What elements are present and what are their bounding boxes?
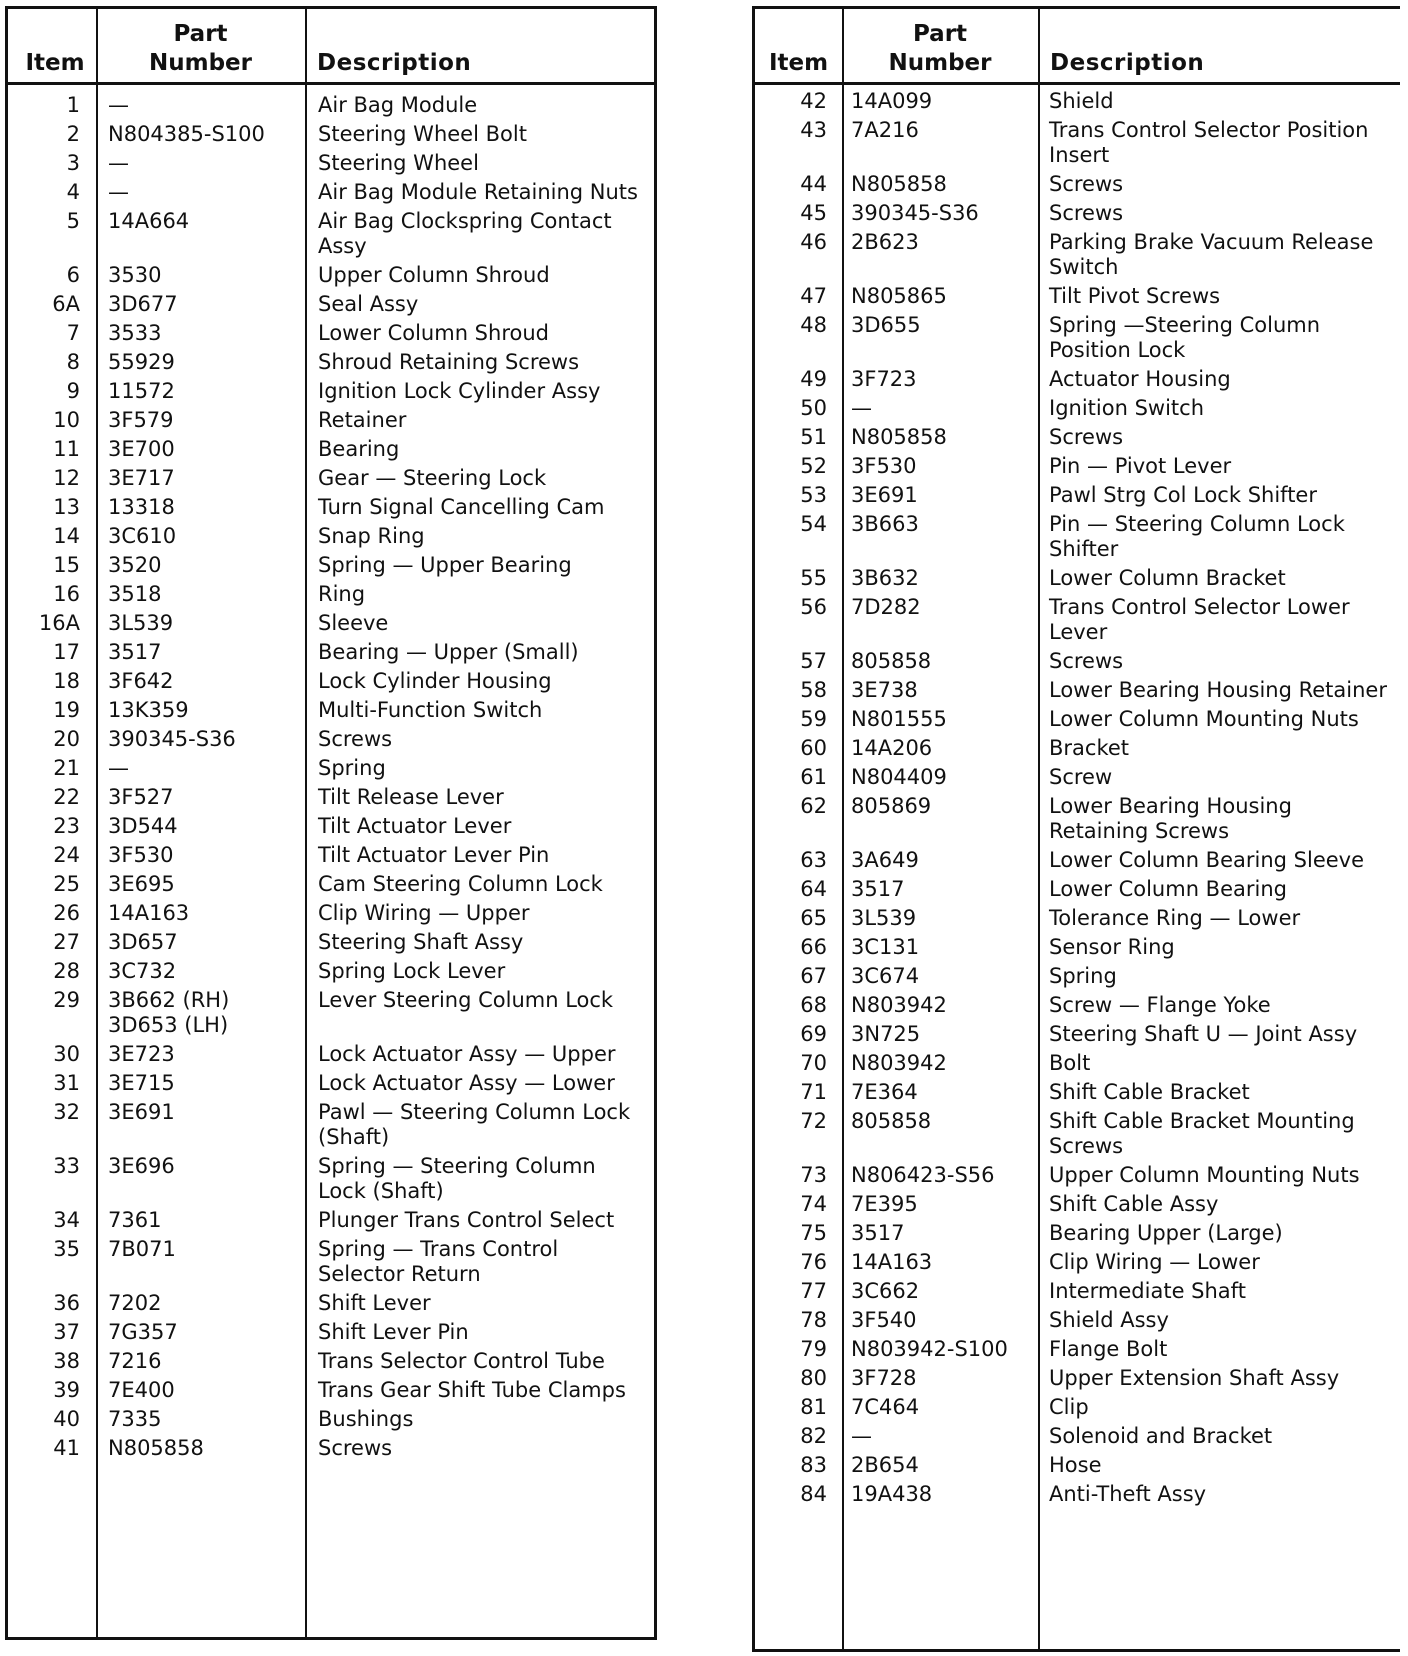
part-description: Trans Selector Control Tube: [318, 1349, 605, 1373]
part-number: N803942: [851, 993, 947, 1017]
part-description: Spring: [318, 756, 386, 780]
item-number: 55: [800, 566, 827, 590]
part-number: 3A649: [851, 848, 919, 872]
part-number: 3E723: [108, 1042, 175, 1066]
part-number: 3530: [108, 263, 162, 287]
header-part-number: [96, 20, 305, 78]
part-number: N804409: [851, 765, 947, 789]
part-number: N805858: [851, 172, 947, 196]
part-description: Hose: [1049, 1453, 1102, 1477]
item-number: 8: [66, 350, 80, 374]
part-number: 3E695: [108, 872, 175, 896]
item-number: 3: [66, 151, 80, 175]
part-description: Flange Bolt: [1049, 1337, 1168, 1361]
part-description: Screw: [1049, 765, 1113, 789]
part-number: 7D282: [851, 595, 921, 619]
part-description: Clip Wiring — Lower: [1049, 1250, 1260, 1274]
part-description: Bracket: [1049, 736, 1130, 760]
part-number: —: [851, 1424, 872, 1448]
part-description: Upper Column Shroud: [318, 263, 550, 287]
header-description: Description: [317, 50, 472, 76]
item-number: 1: [66, 93, 80, 117]
item-number: 80: [800, 1366, 827, 1390]
part-number: 3F527: [108, 785, 174, 809]
item-number: 38: [53, 1349, 80, 1373]
item-number: 27: [53, 930, 80, 954]
part-description: Spring — Trans Control Selector Return: [318, 1237, 559, 1286]
part-description: Shift Lever: [318, 1291, 431, 1315]
part-number: 3C732: [108, 959, 177, 983]
part-description: Lock Cylinder Housing: [318, 669, 552, 693]
part-description: Spring —Steering Column Position Lock: [1049, 313, 1321, 362]
part-number: N806423-S56: [851, 1163, 995, 1187]
item-number: 84: [800, 1482, 827, 1506]
item-number: 79: [800, 1337, 827, 1361]
part-description: Bearing: [318, 437, 400, 461]
item-number: 6: [66, 263, 80, 287]
part-description: Spring — Upper Bearing: [318, 553, 572, 577]
item-number: 82: [800, 1424, 827, 1448]
column-divider: [96, 9, 98, 1637]
part-description: Lower Column Bearing Sleeve: [1049, 848, 1365, 872]
part-number: 14A664: [108, 209, 190, 233]
part-description: Actuator Housing: [1049, 367, 1231, 391]
part-description: Spring — Steering Column Lock (Shaft): [318, 1154, 596, 1203]
item-number: 62: [800, 794, 827, 818]
part-number: 3D655: [851, 313, 921, 337]
item-number: 6A: [52, 292, 80, 316]
item-number: 16A: [38, 611, 80, 635]
column-divider: [842, 9, 844, 1649]
part-number: 7G357: [108, 1320, 178, 1344]
part-description: Lower Bearing Housing Retainer: [1049, 678, 1387, 702]
part-number: 3D657: [108, 930, 178, 954]
part-number: 14A163: [108, 901, 190, 925]
item-number: 76: [800, 1250, 827, 1274]
part-description: Lower Column Bearing: [1049, 877, 1287, 901]
part-number: 3F579: [108, 408, 174, 432]
item-number: 78: [800, 1308, 827, 1332]
part-description: Screws: [1049, 172, 1124, 196]
part-number: 805869: [851, 794, 932, 818]
part-description: Steering Wheel: [318, 151, 479, 175]
item-number: 30: [53, 1042, 80, 1066]
part-number: —: [108, 151, 129, 175]
part-number: 55929: [108, 350, 175, 374]
part-description: Shield Assy: [1049, 1308, 1169, 1332]
part-description: Pin — Pivot Lever: [1049, 454, 1232, 478]
part-number: 3F642: [108, 669, 174, 693]
item-number: 41: [53, 1436, 80, 1460]
header-part-line2: Number: [149, 50, 252, 76]
item-number: 75: [800, 1221, 827, 1245]
header-part-number: [842, 20, 1038, 78]
item-number: 54: [800, 512, 827, 536]
part-description: Air Bag Clockspring Contact Assy: [318, 209, 612, 258]
part-number: 13318: [108, 495, 175, 519]
part-number: 3520: [108, 553, 162, 577]
part-number: 3F530: [851, 454, 917, 478]
part-description: Ignition Switch: [1049, 396, 1204, 420]
part-description: Screws: [1049, 649, 1124, 673]
part-number: 3F728: [851, 1366, 917, 1390]
item-number: 7: [66, 321, 80, 345]
part-number: N801555: [851, 707, 947, 731]
part-description: Seal Assy: [318, 292, 419, 316]
part-number: —: [851, 396, 872, 420]
part-number: 3E700: [108, 437, 175, 461]
part-number: 3N725: [851, 1022, 921, 1046]
part-description: Air Bag Module Retaining Nuts: [318, 180, 638, 204]
item-number: 10: [53, 408, 80, 432]
part-number: 3C610: [108, 524, 177, 548]
part-description: Retainer: [318, 408, 407, 432]
part-description: Shift Cable Assy: [1049, 1192, 1219, 1216]
item-number: 46: [800, 230, 827, 254]
part-number: 3B662 (RH) 3D653 (LH): [108, 988, 230, 1037]
item-number: 23: [53, 814, 80, 838]
item-number: 74: [800, 1192, 827, 1216]
part-description: Lower Column Mounting Nuts: [1049, 707, 1359, 731]
part-number: N805865: [851, 284, 947, 308]
part-number: 3518: [108, 582, 162, 606]
part-number: 7E400: [108, 1378, 175, 1402]
header-part-line1: Part: [912, 21, 968, 47]
item-number: 11: [53, 437, 80, 461]
item-number: 65: [800, 906, 827, 930]
part-number: 3C131: [851, 935, 920, 959]
item-number: 5: [66, 209, 80, 233]
part-number: 3E717: [108, 466, 175, 490]
part-description: Snap Ring: [318, 524, 425, 548]
part-description: Pawl — Steering Column Lock (Shaft): [318, 1100, 631, 1149]
item-number: 69: [800, 1022, 827, 1046]
part-description: Tilt Release Lever: [318, 785, 504, 809]
part-number: 2B654: [851, 1453, 919, 1477]
part-description: Clip: [1049, 1395, 1089, 1419]
part-description: Shift Cable Bracket Mounting Screws: [1049, 1109, 1355, 1158]
item-number: 36: [53, 1291, 80, 1315]
part-description: Bolt: [1049, 1051, 1091, 1075]
part-number: 11572: [108, 379, 175, 403]
part-number: 3D677: [108, 292, 178, 316]
part-description: Pawl Strg Col Lock Shifter: [1049, 483, 1317, 507]
item-number: 9: [66, 379, 80, 403]
item-number: 58: [800, 678, 827, 702]
part-number: 3E738: [851, 678, 918, 702]
part-number: 3F530: [108, 843, 174, 867]
header-description: Description: [1050, 50, 1205, 76]
item-number: 49: [800, 367, 827, 391]
part-number: N804385-S100: [108, 122, 265, 146]
part-number: 14A206: [851, 736, 933, 760]
part-number: 7335: [108, 1407, 162, 1431]
part-description: Lower Bearing Housing Retaining Screws: [1049, 794, 1292, 843]
part-number: 3E715: [108, 1071, 175, 1095]
part-number: 7216: [108, 1349, 162, 1373]
item-number: 66: [800, 935, 827, 959]
part-number: 3E691: [108, 1100, 175, 1124]
part-number: 7E395: [851, 1192, 918, 1216]
part-description: Bushings: [318, 1407, 414, 1431]
part-description: Clip Wiring — Upper: [318, 901, 530, 925]
item-number: 59: [800, 707, 827, 731]
part-description: Screws: [1049, 425, 1124, 449]
part-description: Spring Lock Lever: [318, 959, 506, 983]
part-description: Lever Steering Column Lock: [318, 988, 614, 1012]
part-number: 14A099: [851, 89, 933, 113]
item-number: 28: [53, 959, 80, 983]
column-divider: [305, 9, 307, 1637]
part-number: 2B623: [851, 230, 919, 254]
item-number: 70: [800, 1051, 827, 1075]
part-number: 3517: [851, 1221, 905, 1245]
parts-table-right: [752, 6, 1400, 1652]
item-number: 25: [53, 872, 80, 896]
item-number: 14: [53, 524, 80, 548]
part-description: Parking Brake Vacuum Release Switch: [1049, 230, 1374, 279]
item-number: 37: [53, 1320, 80, 1344]
header-item: Item: [768, 50, 829, 76]
part-number: 390345-S36: [851, 201, 979, 225]
item-number: 2: [66, 122, 80, 146]
item-number: 60: [800, 736, 827, 760]
part-description: Shield: [1049, 89, 1114, 113]
item-number: 43: [800, 118, 827, 142]
part-description: Lock Actuator Assy — Upper: [318, 1042, 616, 1066]
header-part-line2: Number: [888, 50, 992, 76]
part-description: Trans Control Selector Position Insert: [1049, 118, 1369, 167]
item-number: 81: [800, 1395, 827, 1419]
part-description: Multi-Function Switch: [318, 698, 543, 722]
item-number: 57: [800, 649, 827, 673]
part-number: 805858: [851, 649, 932, 673]
part-number: N805858: [851, 425, 947, 449]
item-number: 44: [800, 172, 827, 196]
part-number: 7B071: [108, 1237, 176, 1261]
item-number: 68: [800, 993, 827, 1017]
item-number: 13: [53, 495, 80, 519]
part-number: —: [108, 756, 129, 780]
part-description: Screws: [1049, 201, 1124, 225]
part-number: 390345-S36: [108, 727, 236, 751]
item-number: 53: [800, 483, 827, 507]
part-description: Tilt Pivot Screws: [1049, 284, 1221, 308]
part-number: N803942-S100: [851, 1337, 1008, 1361]
item-number: 12: [53, 466, 80, 490]
part-number: 7A216: [851, 118, 919, 142]
item-number: 72: [800, 1109, 827, 1133]
part-description: Pin — Steering Column Lock Shifter: [1049, 512, 1345, 561]
part-description: Bearing Upper (Large): [1049, 1221, 1283, 1245]
part-description: Lower Column Shroud: [318, 321, 549, 345]
item-number: 24: [53, 843, 80, 867]
item-number: 56: [800, 595, 827, 619]
item-number: 18: [53, 669, 80, 693]
part-description: Plunger Trans Control Select: [318, 1208, 615, 1232]
item-number: 45: [800, 201, 827, 225]
part-number: 7361: [108, 1208, 162, 1232]
item-number: 52: [800, 454, 827, 478]
item-number: 39: [53, 1378, 80, 1402]
part-number: 7C464: [851, 1395, 920, 1419]
part-number: 3517: [851, 877, 905, 901]
part-description: Sleeve: [318, 611, 389, 635]
item-number: 51: [800, 425, 827, 449]
item-number: 34: [53, 1208, 80, 1232]
part-number: —: [108, 93, 129, 117]
part-number: 19A438: [851, 1482, 933, 1506]
part-description: Shroud Retaining Screws: [318, 350, 580, 374]
part-description: Lock Actuator Assy — Lower: [318, 1071, 615, 1095]
item-number: 22: [53, 785, 80, 809]
part-number: 3E696: [108, 1154, 175, 1178]
part-description: Upper Column Mounting Nuts: [1049, 1163, 1360, 1187]
item-number: 33: [53, 1154, 80, 1178]
part-description: Ignition Lock Cylinder Assy: [318, 379, 601, 403]
item-number: 20: [53, 727, 80, 751]
part-number: N803942: [851, 1051, 947, 1075]
table-header: [8, 9, 654, 85]
item-number: 32: [53, 1100, 80, 1124]
item-number: 35: [53, 1237, 80, 1261]
item-number: 73: [800, 1163, 827, 1187]
part-number: 3517: [108, 640, 162, 664]
part-description: Screws: [318, 1436, 393, 1460]
item-number: 47: [800, 284, 827, 308]
part-number: 3F723: [851, 367, 917, 391]
part-number: —: [108, 180, 129, 204]
part-description: Steering Shaft U — Joint Assy: [1049, 1022, 1358, 1046]
item-number: 15: [53, 553, 80, 577]
part-number: 3L539: [108, 611, 174, 635]
part-description: Shift Cable Bracket: [1049, 1080, 1250, 1104]
part-number: 3L539: [851, 906, 917, 930]
part-number: 7202: [108, 1291, 162, 1315]
item-number: 48: [800, 313, 827, 337]
part-number: 3C662: [851, 1279, 920, 1303]
item-number: 40: [53, 1407, 80, 1431]
part-description: Gear — Steering Lock: [318, 466, 547, 490]
part-number: 14A163: [851, 1250, 933, 1274]
part-description: Turn Signal Cancelling Cam: [318, 495, 605, 519]
item-number: 26: [53, 901, 80, 925]
part-description: Intermediate Shaft: [1049, 1279, 1246, 1303]
part-description: Spring: [1049, 964, 1117, 988]
item-number: 64: [800, 877, 827, 901]
item-number: 67: [800, 964, 827, 988]
part-description: Steering Shaft Assy: [318, 930, 524, 954]
part-number: 3F540: [851, 1308, 917, 1332]
part-number: 7E364: [851, 1080, 918, 1104]
header-part-line1: Part: [173, 21, 228, 47]
part-description: Ring: [318, 582, 366, 606]
part-description: Screw — Flange Yoke: [1049, 993, 1271, 1017]
part-description: Anti-Theft Assy: [1049, 1482, 1207, 1506]
part-number: 13K359: [108, 698, 189, 722]
part-number: 805858: [851, 1109, 932, 1133]
part-number: N805858: [108, 1436, 204, 1460]
part-description: Trans Control Selector Lower Lever: [1049, 595, 1350, 644]
part-description: Steering Wheel Bolt: [318, 122, 527, 146]
part-number: 3B632: [851, 566, 919, 590]
item-number: 21: [53, 756, 80, 780]
item-number: 61: [800, 765, 827, 789]
item-number: 77: [800, 1279, 827, 1303]
header-item: Item: [25, 50, 85, 76]
item-number: 71: [800, 1080, 827, 1104]
part-number: 3D544: [108, 814, 178, 838]
part-description: Air Bag Module: [318, 93, 478, 117]
item-number: 4: [66, 180, 80, 204]
item-number: 42: [800, 89, 827, 113]
part-description: Bearing — Upper (Small): [318, 640, 579, 664]
item-number: 17: [53, 640, 80, 664]
item-number: 19: [53, 698, 80, 722]
part-description: Trans Gear Shift Tube Clamps: [318, 1378, 626, 1402]
part-description: Sensor Ring: [1049, 935, 1175, 959]
part-description: Shift Lever Pin: [318, 1320, 469, 1344]
item-number: 83: [800, 1453, 827, 1477]
item-number: 50: [800, 396, 827, 420]
part-description: Screws: [318, 727, 393, 751]
part-description: Solenoid and Bracket: [1049, 1424, 1273, 1448]
part-description: Lower Column Bracket: [1049, 566, 1286, 590]
table-header: [755, 9, 1400, 85]
part-description: Cam Steering Column Lock: [318, 872, 603, 896]
part-number: 3C674: [851, 964, 920, 988]
part-description: Upper Extension Shaft Assy: [1049, 1366, 1340, 1390]
part-number: 3533: [108, 321, 162, 345]
item-number: 31: [53, 1071, 80, 1095]
part-number: 3E691: [851, 483, 918, 507]
part-number: 3B663: [851, 512, 919, 536]
item-number: 63: [800, 848, 827, 872]
part-description: Tilt Actuator Lever: [318, 814, 512, 838]
item-number: 16: [53, 582, 80, 606]
part-description: Tolerance Ring — Lower: [1049, 906, 1301, 930]
item-number: 29: [53, 988, 80, 1012]
parts-table-left: [5, 6, 657, 1640]
part-description: Tilt Actuator Lever Pin: [318, 843, 550, 867]
